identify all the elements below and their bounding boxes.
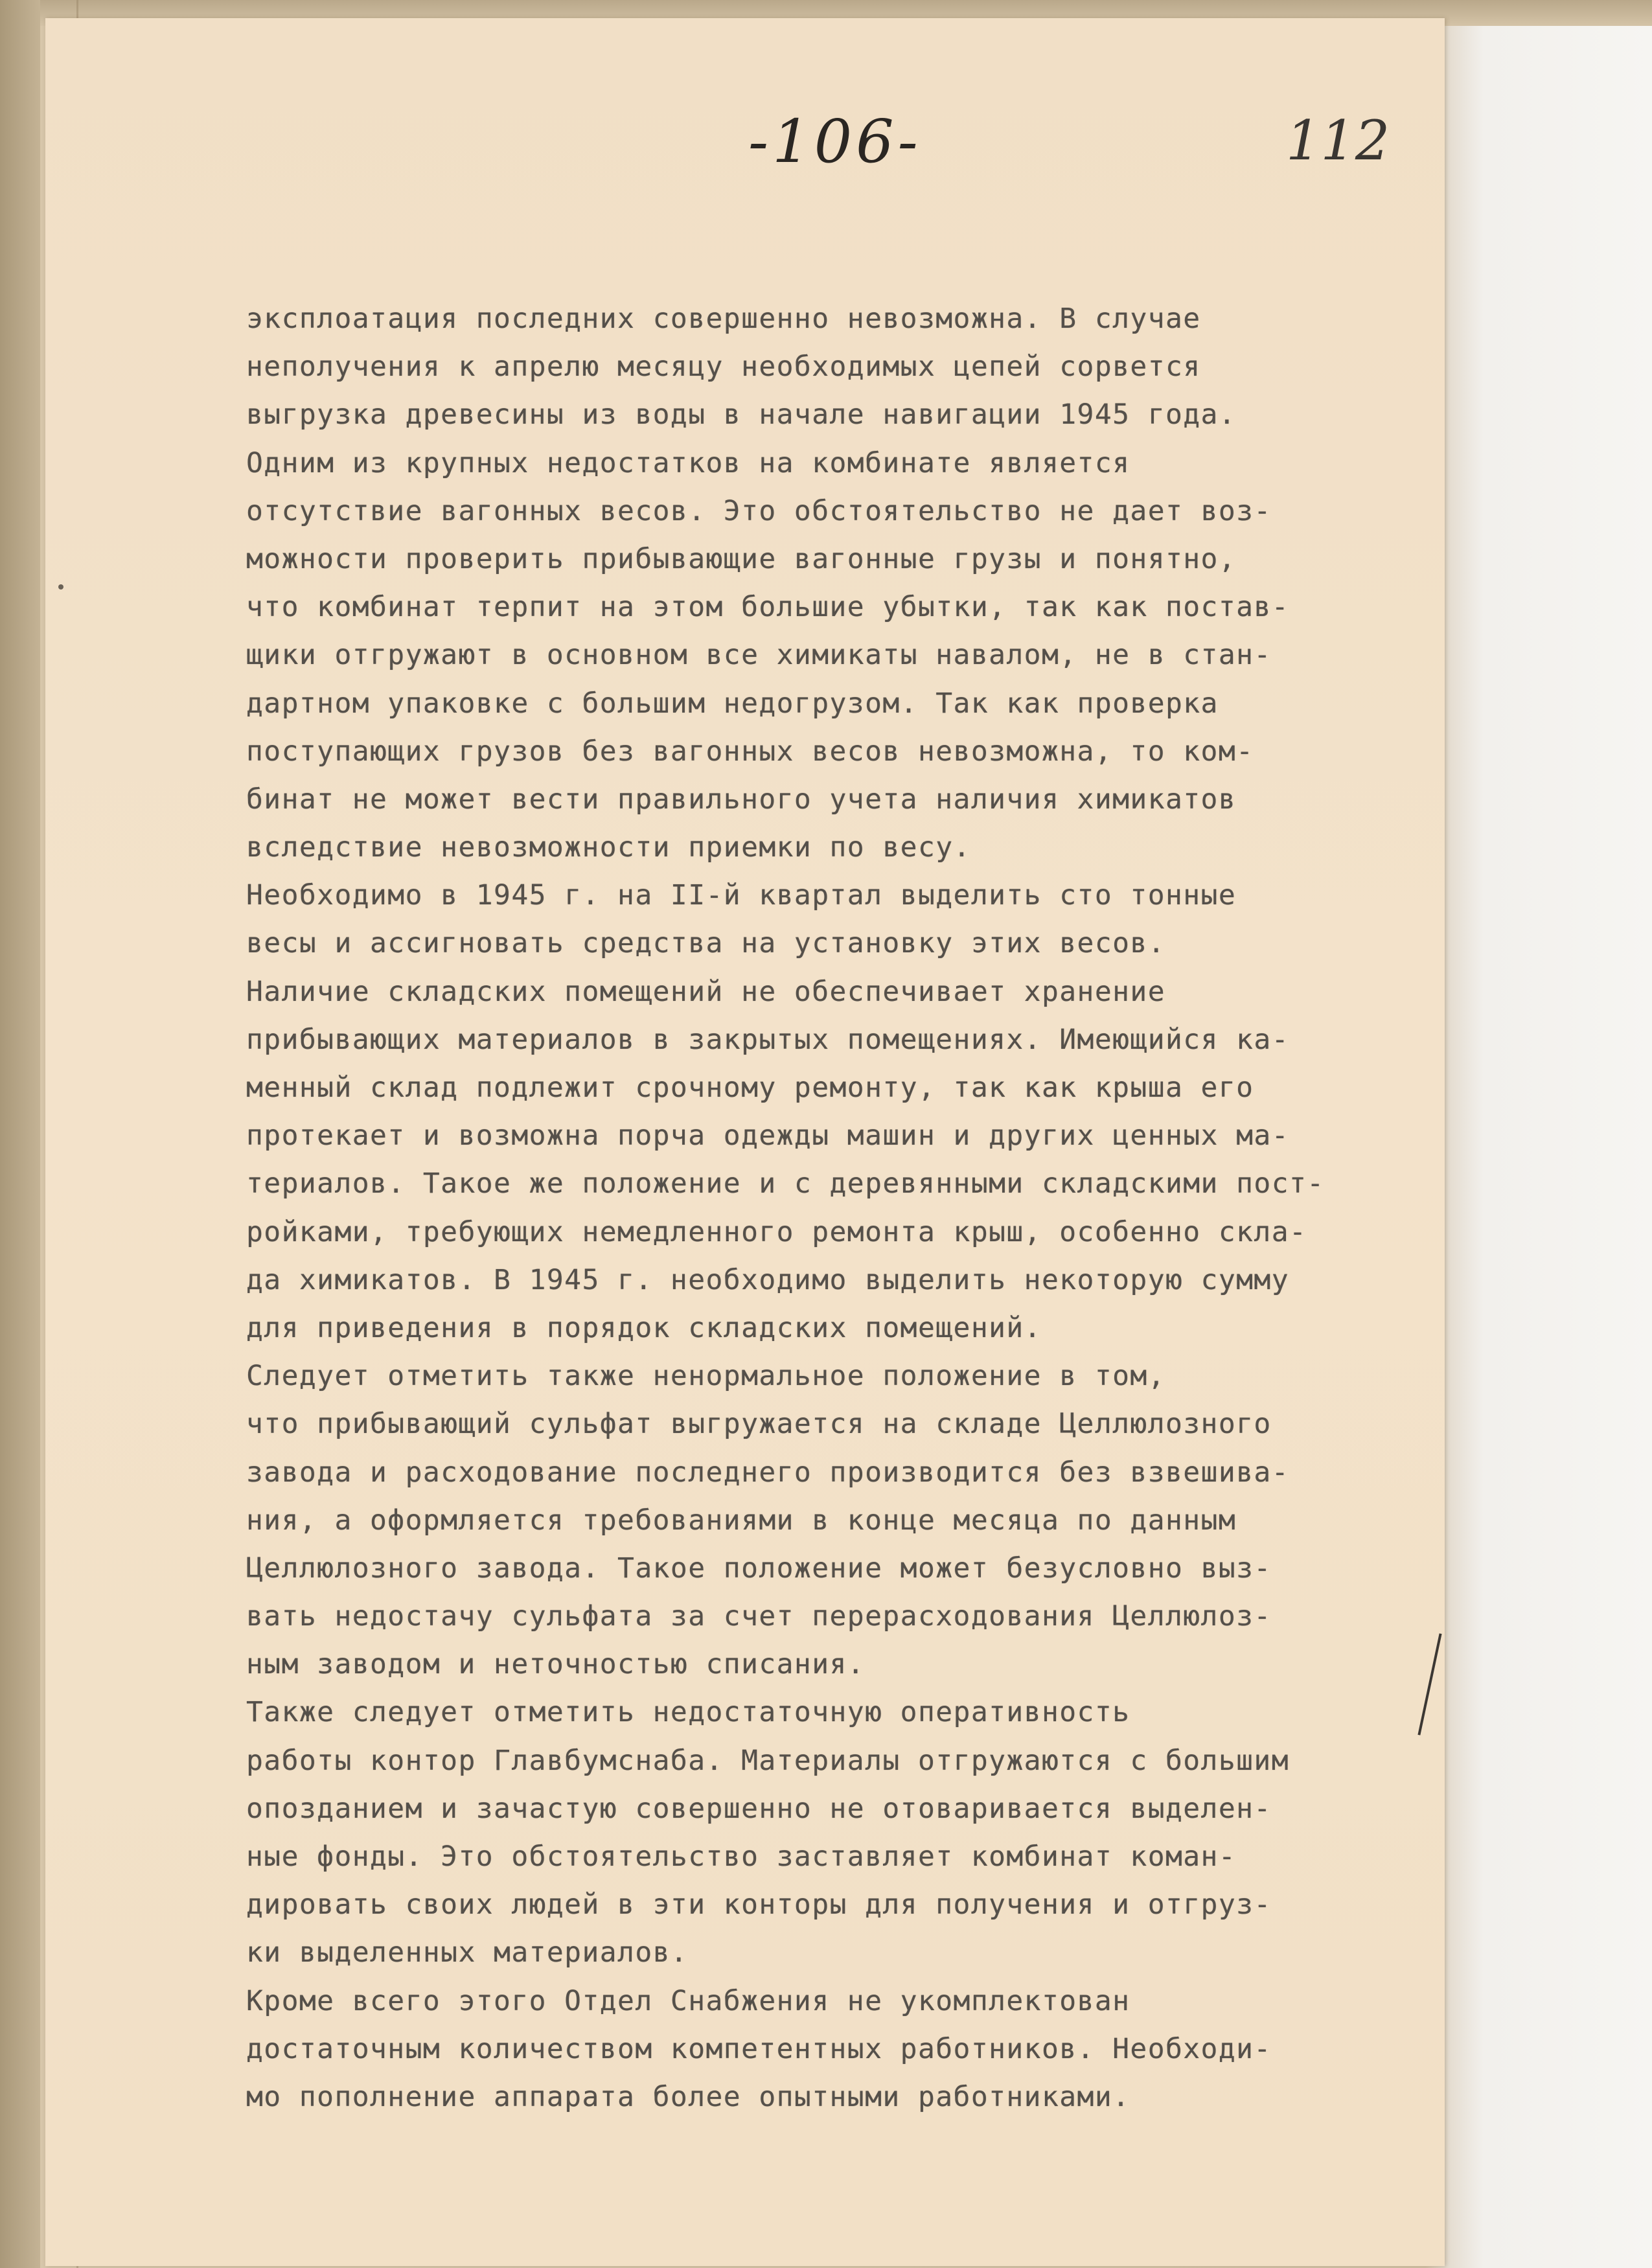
punch-hole <box>58 584 63 590</box>
text-line: протекает и возможна порча одежды машин и других ценных ма- <box>246 1119 1290 1152</box>
text-line: ным заводом и неточностью списания. <box>246 1648 866 1681</box>
text-line: ройками, требующих немедленного ремонта крыш, особенно скла- <box>246 1215 1307 1248</box>
text-line: вать недостачу сульфата за счет перерасходования Целлюлоз- <box>246 1600 1272 1633</box>
text-line: работы контор Главбумснаба. Материалы отгружаются с большим <box>246 1744 1290 1777</box>
document-body <box>246 295 1438 2121</box>
text-line: эксплоатация последних совершенно невозможна. В случае <box>246 303 1201 335</box>
text-line: для приведения в порядок складских помещений. <box>246 1311 1042 1344</box>
text-line: неполучения к апрелю месяцу необходимых цепей сорвется <box>246 350 1201 384</box>
text-line: да химикатов. В 1945 г. необходимо выделить некоторую сумму <box>246 1263 1290 1296</box>
text-line: Также следует отметить недостаточную оперативность <box>246 1696 1130 1729</box>
page-number-handwritten: 112 <box>1286 109 1390 172</box>
text-line: Необходимо в 1945 г. на II-й квартал выделить сто тонные <box>246 879 1237 912</box>
text-line: щики отгружают в основном все химикаты навалом, не в стан- <box>246 639 1272 672</box>
text-line: дировать своих людей в эти конторы для получения и отгруз- <box>246 1888 1272 1921</box>
text-line: что комбинат терпит на этом большие убытки, так как постав- <box>246 591 1290 624</box>
text-line: дартном упаковке с большим недогрузом. Так как проверка <box>246 687 1219 720</box>
text-line: отсутствие вагонных весов. Это обстоятельство не дает воз- <box>246 494 1272 527</box>
text-line: Наличие складских помещений не обеспечивает хранение <box>246 975 1165 1008</box>
text-line: Целлюлозного завода. Такое положение может безусловно выз- <box>246 1552 1272 1585</box>
text-line: весы и ассигновать средства на установку этих весов. <box>246 927 1165 960</box>
text-line: можности проверить прибывающие вагонные грузы и понятно, <box>246 542 1237 575</box>
text-line: териалов. Такое же положение и с деревянными складскими пост- <box>246 1167 1325 1200</box>
text-line: менный склад подлежит срочному ремонту, так как крыша его <box>246 1071 1254 1104</box>
text-line: ния, а оформляется требованиями в конце месяца по данным <box>246 1504 1237 1537</box>
text-line: что прибывающий сульфат выгружается на складе Целлюлозного <box>246 1408 1272 1441</box>
text-line: достаточным количеством компетентных работников. Необходи- <box>246 2032 1272 2065</box>
text-line: поступающих грузов без вагонных весов невозможна, то ком- <box>246 735 1254 768</box>
text-line: завода и расходование последнего производится без взвешива- <box>246 1456 1290 1489</box>
page-number-typed: -106- <box>748 107 922 176</box>
binder-edge <box>0 0 40 2268</box>
text-line: мо пополнение аппарата более опытными работниками. <box>246 2080 1130 2113</box>
text-line: опозданием и зачастую совершенно не отоваривается выделен- <box>246 1792 1272 1825</box>
text-line: ные фонды. Это обстоятельство заставляет комбинат коман- <box>246 1840 1237 1873</box>
text-line: Кроме всего этого Отдел Снабжения не укомплектован <box>246 1984 1130 2017</box>
text-line: ки выделенных материалов. <box>246 1936 689 1969</box>
text-line: выгрузка древесины из воды в начале навигации 1945 года. <box>246 398 1237 431</box>
text-line: бинат не может вести правильного учета наличия химикатов <box>246 783 1237 816</box>
text-line: вследствие невозможности приемки по весу. <box>246 831 971 864</box>
text-line: прибывающих материалов в закрытых помещениях. Имеющийся ка- <box>246 1023 1290 1056</box>
text-line: Одним из крупных недостатков на комбинате является <box>246 446 1130 479</box>
text-line: Следует отметить также ненормальное положение в том, <box>246 1360 1165 1393</box>
